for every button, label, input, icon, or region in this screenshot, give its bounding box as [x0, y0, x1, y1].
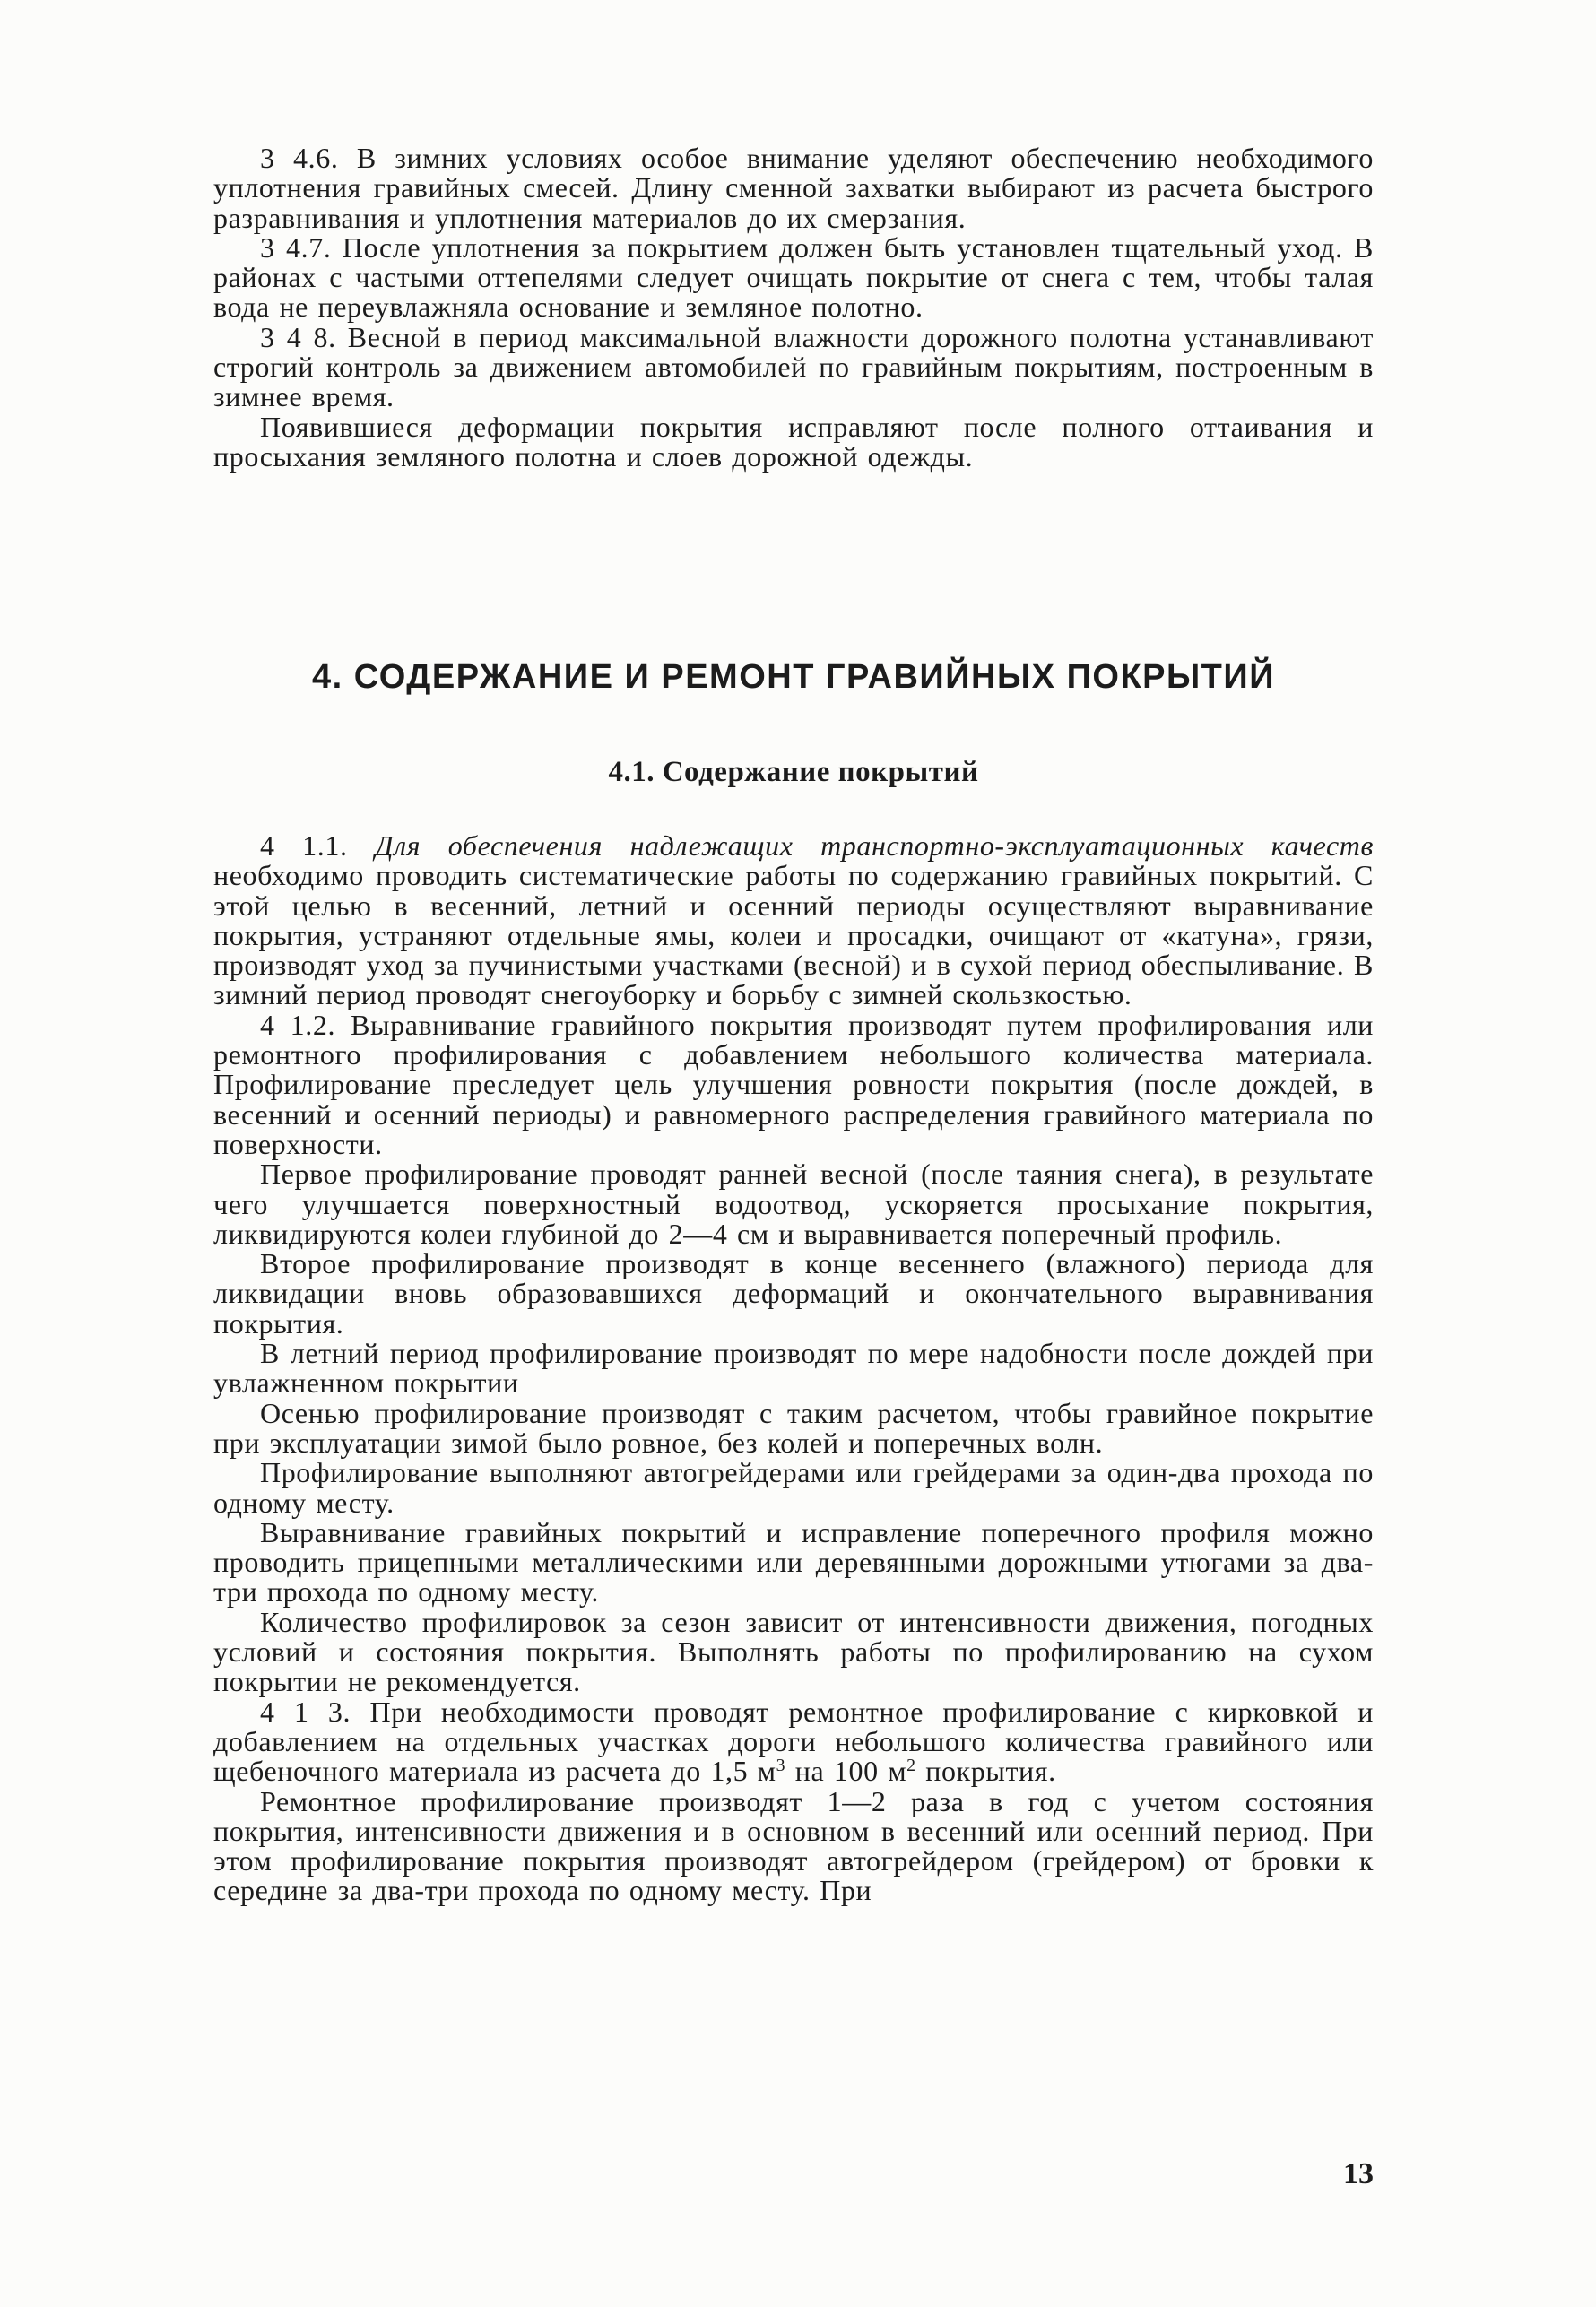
subsection-heading: 4.1. Содержание покрытий [608, 756, 979, 788]
paragraph-3-4-8: 3 4 8. Весной в период максимальной влажности дорожного полотна устанавливают строгий контроль за движением автомобилей по гравийным покрытиям, построенным в зимнее время. [213, 320, 1374, 413]
paragraph-4-1-3-part1: 4 1 3. При необходимости проводят ремонтное профилирование с кирковкой и добавлением на отдельных участках дороги небольшого количества гравийного или щебеночного материала из расчета до 1,5 м [213, 1695, 1374, 1788]
paragraph-summer-profiling: В летний период профилирование производят по мере надобности после дождей при увлажненном покрытии [213, 1337, 1374, 1400]
paragraph-4-1-3 [213, 1697, 1374, 1787]
paragraph-4-1-1-italic: Для обеспечения надлежащих транспортно-эксплуатационных качеств [375, 829, 1374, 862]
paragraph-4-1-3-part2: на 100 м [785, 1755, 907, 1788]
paragraph-second-profiling: Второе профилирование производят в конце весеннего (влажного) периода для ликвидации вновь образовавшихся деформаций и окончательного выравнивания покрытия. [213, 1247, 1374, 1340]
paragraph-4-1-1-rest: необходимо проводить систематические работы по содержанию гравийных покрытий. С этой целью в весенний, летний и осенний периоды осуществляют выравнивание покрытия, устраняют отдельные ямы, колеи и просадки, очищают от «катуна», грязи, производят уход за пучинистыми участками (весной) и в сухой период обеспыливание. В зимний период проводят снегоуборку и борьбу с зимней скользкостью. [213, 859, 1374, 1011]
paragraph-4-1-1-number: 4 1.1. [260, 829, 376, 862]
paragraph-deformations: Появившиеся деформации покрытия исправляют после полного оттаивания и просыхания земляного полотна и слоев дорожной одежды. [213, 410, 1374, 473]
paragraph-4-1-1 [213, 831, 1374, 1010]
superscript-square: 2 [906, 1756, 916, 1776]
paragraph-autumn-profiling: Осенью профилирование производят с таким расчетом, чтобы гравийное покрытие при эксплуатации зимой было ровное, без колей и поперечных волн. [213, 1396, 1374, 1459]
paragraph-graders: Профилирование выполняют автогрейдерами или грейдерами за один-два прохода по одному месту. [213, 1456, 1374, 1519]
paragraph-3-4-7: 3 4.7. После уплотнения за покрытием должен быть установлен тщательный уход. В районах с частыми оттепелями следует очищать покрытие от снега с тем, чтобы талая вода не переувлажняла основание и земляное полотно. [213, 230, 1374, 324]
paragraph-leveling: Выравнивание гравийных покрытий и исправление поперечного профиля можно проводить прицепными металлическими или деревянными дорожными утюгами за два-три прохода по одному месту. [213, 1515, 1374, 1609]
paragraph-first-profiling: Первое профилирование проводят ранней весной (после таяния снега), в результате чего улучшается поверхностный водоотвод, ускоряется просыхание покрытия, ликвидируются колеи глубиной до 2—4 см и выравнивается поперечный профиль. [213, 1158, 1374, 1250]
paragraph-4-1-2: 4 1.2. Выравнивание гравийного покрытия производят путем профилирования или ремонтного профилирования с добавлением небольшого количества материала. Профилирование преследует цель улучшения ровности покрытия (после дождей, в весенний и осенний периоды) и равномерного распределения гравийного материала по поверхности. [213, 1008, 1374, 1160]
paragraphs-section-4-1 [213, 831, 1374, 1906]
page-number: 13 [1343, 2157, 1374, 2190]
paragraph-3-4-6: 3 4.6. В зимних условиях особое внимание уделяют обеспечению необходимого уплотнения гравийных смесей. Длину сменной захватки выбирают из расчета быстрого разравнивания и уплотнения материалов до их смерзания. [213, 142, 1374, 234]
paragraph-number-of-profilings: Количество профилировок за сезон зависит от интенсивности движения, погодных условий и состояния покрытия. Выполнять работы по профилированию на сухом покрытии не рекомендуется. [213, 1605, 1374, 1698]
section-heading: 4. СОДЕРЖАНИЕ И РЕМОНТ ГРАВИЙНЫХ ПОКРЫТИЙ [311, 658, 1276, 696]
paragraph-4-1-3-part3: покрытия. [915, 1755, 1056, 1788]
superscript-cubic: 3 [776, 1756, 786, 1776]
paragraph-repair-profiling: Ремонтное профилирование производят 1—2 раза в год с учетом состояния покрытия, интенсивности движения и в основном в весенний или осенний период. При этом профилирование покрытия производят автогрейдером (грейдером) от бровки к середине за два-три прохода по одному месту. При [213, 1784, 1374, 1907]
paragraphs-section-3-4 [213, 143, 1374, 472]
